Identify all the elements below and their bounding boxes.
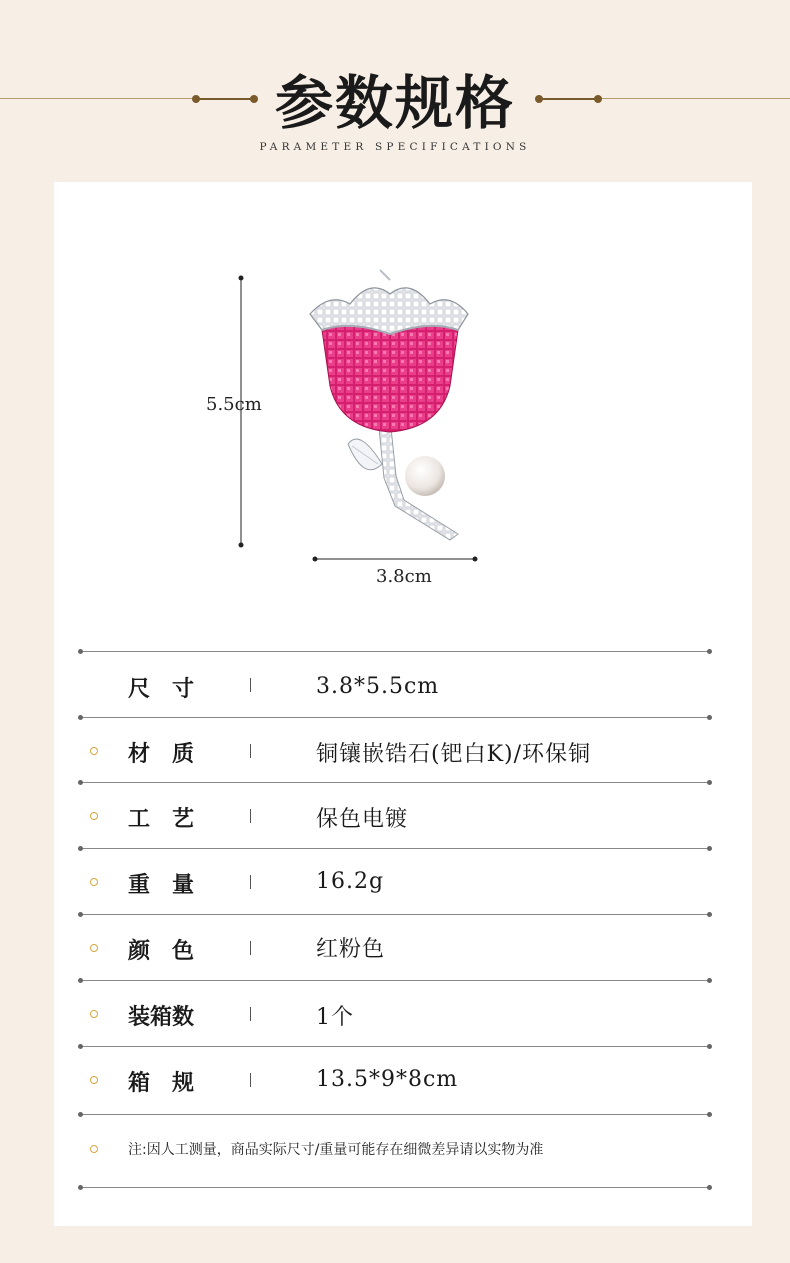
bullet-icon: [90, 878, 98, 886]
spec-key: 箱 规: [128, 1070, 195, 1096]
spec-separator: [250, 941, 251, 955]
bullet-icon: [90, 812, 98, 820]
spec-key: 重 量: [128, 872, 195, 898]
table-rule: [80, 1114, 710, 1115]
bullet-icon: [90, 747, 98, 755]
page-subtitle: PARAMETER SPECIFICATIONS: [259, 141, 531, 153]
spec-value: 保色电镀: [316, 807, 409, 832]
spec-value: 16.2g: [316, 869, 385, 894]
table-row: [80, 915, 710, 981]
spec-key: 装箱数: [128, 1004, 195, 1030]
table-row: [80, 783, 710, 849]
bullet-icon: [90, 944, 98, 952]
spec-value: 铜镶嵌锆石(钯白K)/环保铜: [316, 742, 592, 767]
page-title: 参数规格: [274, 69, 515, 137]
table-row: [80, 652, 710, 718]
bullet-icon: [90, 1010, 98, 1018]
spec-key: 尺 寸: [128, 676, 195, 702]
table-row: [80, 849, 710, 915]
height-label: 5.5cm: [206, 394, 262, 415]
spec-separator: [250, 875, 251, 889]
width-label: 3.8cm: [376, 566, 432, 587]
table-row: [80, 981, 710, 1047]
bullet-icon: [90, 1076, 98, 1084]
spec-value: 红粉色: [316, 937, 386, 962]
table-row: [80, 1047, 710, 1113]
measurement-note: 注:因人工测量，商品实际尺寸/重量可能存在细微差异请以实物为准: [128, 1142, 544, 1158]
spec-key: 材 质: [128, 741, 195, 767]
spec-separator: [250, 1007, 251, 1021]
spec-value: 1个: [316, 1005, 354, 1030]
spec-value: 3.8*5.5cm: [316, 674, 440, 699]
table-rule: [80, 1187, 710, 1188]
spec-value: 13.5*9*8cm: [316, 1067, 459, 1092]
spec-separator: [250, 1073, 251, 1087]
spec-separator: [250, 809, 251, 823]
spec-key: 工 艺: [128, 806, 195, 832]
spec-key: 颜 色: [128, 938, 195, 964]
tulip-brooch-image: [300, 268, 480, 548]
spec-separator: [250, 744, 251, 758]
table-row: [80, 718, 710, 784]
spec-separator: [250, 678, 251, 692]
bullet-icon: [90, 1145, 98, 1153]
